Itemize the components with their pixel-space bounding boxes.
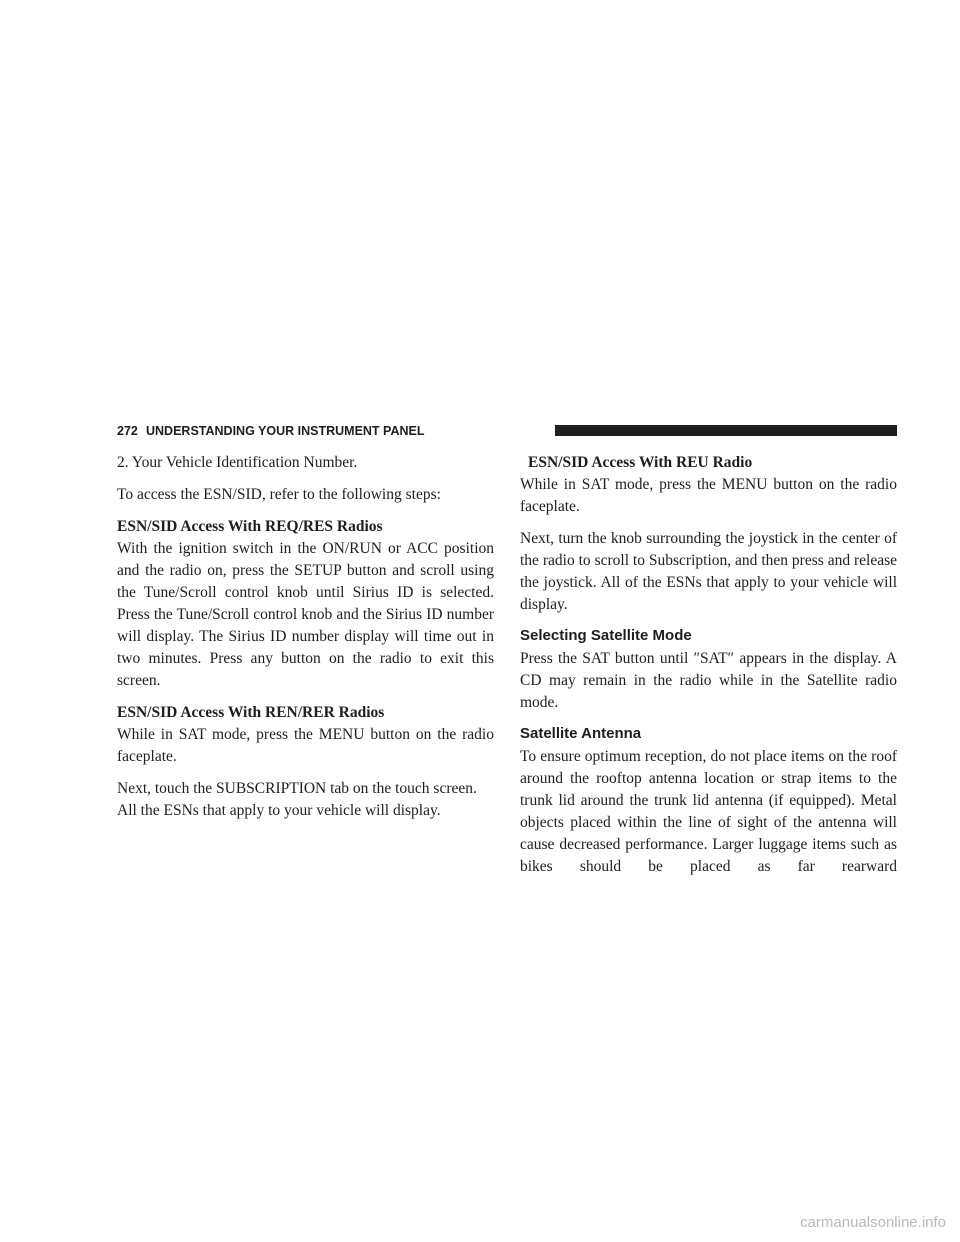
section-title: UNDERSTANDING YOUR INSTRUMENT PANEL: [146, 424, 425, 438]
watermark-text: carmanualsonline.info: [800, 1214, 946, 1231]
heading-selecting-satellite-mode: Selecting Satellite Mode: [520, 627, 692, 644]
page-number: 272: [117, 424, 138, 438]
left-column: [117, 452, 494, 832]
subheading-reu: ESN/SID Access With REU Radio: [528, 454, 753, 471]
intro-paragraph: To access the ESN/SID, refer to the following steps:: [117, 486, 441, 503]
header-rule: [555, 425, 897, 436]
list-item-vin: 2. Your Vehicle Identification Number.: [117, 454, 358, 471]
paragraph-satellite-antenna: To ensure optimum reception, do not place items on the roof around the rooftop antenna location or strap items to the trunk lid around the trunk lid antenna (if equipped). Metal objects placed within the line of sight of the antenna will cause decreased performance. Larger luggage items such as bikes should be placed as far rearward: [520, 748, 897, 875]
subheading-req-res: ESN/SID Access With REQ/RES Radios: [117, 518, 383, 535]
paragraph-selecting-satellite-mode: Press the SAT button until ″SAT″ appears in the display. A CD may remain in the radio while in the Satellite radio mode.: [520, 650, 897, 711]
right-column: [520, 452, 897, 878]
paragraph-reu: While in SAT mode, press the MENU button on the radio faceplate.: [520, 476, 897, 515]
paragraph-ren-rer: While in SAT mode, press the MENU button on the radio faceplate.: [117, 726, 494, 765]
paragraph-req-res: With the ignition switch in the ON/RUN or ACC position and the radio on, press the SETUP button and scroll using the Tune/Scroll control knob until Sirius ID is selected. Press the Tune/Scroll control knob and the Sirius ID number will display. The Sirius ID number display will time out in two minutes. Press any button on the radio to exit this screen.: [117, 540, 494, 689]
heading-satellite-antenna: Satellite Antenna: [520, 725, 642, 742]
subheading-ren-rer: ESN/SID Access With REN/RER Radios: [117, 704, 385, 721]
paragraph-ren-rer-2: Next, touch the SUBSCRIPTION tab on the touch screen. All the ESNs that apply to your vehicle will display.: [117, 780, 477, 819]
page-header: [117, 422, 897, 440]
paragraph-reu-2: Next, turn the knob surrounding the joystick in the center of the radio to scroll to Subscription, and then press and release the joystick. All of the ESNs that apply to your vehicle will display.: [520, 530, 897, 613]
